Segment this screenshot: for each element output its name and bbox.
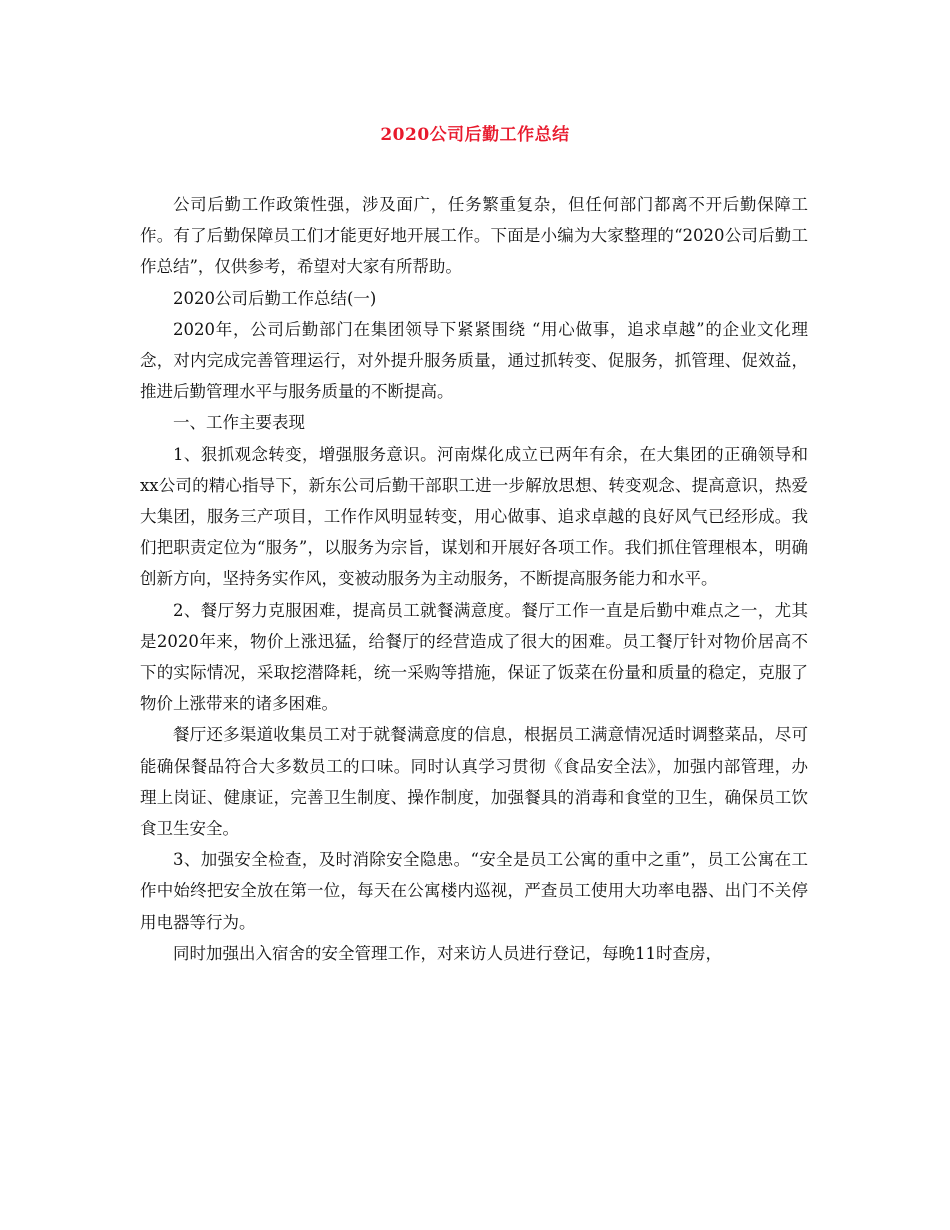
paragraph-item-2: 2、餐厅努力克服困难，提高员工就餐满意度。餐厅工作一直是后勤中难点之一，尤其是2020年来，物价上涨迅猛，给餐厅的经营造成了很大的困难。员工餐厅针对物价居高不下的实际情况，采取挖潜降耗，统一采购等措施，保证了饭菜在份量和质量的稳定，克服了物价上涨带来的诸多困难。: [140, 600, 808, 714]
document-body: [140, 189, 808, 969]
document-title: 2020公司后勤工作总结: [380, 125, 570, 145]
paragraph-canteen: 餐厅还多渠道收集员工对于就餐满意度的信息，根据员工满意情况适时调整菜品，尽可能确保餐品符合大多数员工的口味。同时认真学习贯彻《食品安全法》，加强内部管理，办理上岗证、健康证，完善卫生制度、操作制度，加强餐具的消毒和食堂的卫生，确保员工饮食卫生安全。: [140, 725, 808, 839]
paragraph-dormitory: 同时加强出入宿舍的安全管理工作，对来访人员进行登记，每晚11时查房，: [173, 943, 722, 963]
paragraph-overview: 2020年，公司后勤部门在集团领导下紧紧围绕 “用心做事，追求卓越”的企业文化理念，对内完成完善管理运行，对外提升服务质量，通过抓转变、促服务，抓管理、促效益，推进后勤管理水平与服务质量的不断提高。: [140, 319, 808, 402]
paragraph-intro: 公司后勤工作政策性强，涉及面广，任务繁重复杂，但任何部门都离不开后勤保障工作。有了后勤保障员工们才能更好地开展工作。下面是小编为大家整理的“2020公司后勤工作总结”，仅供参考，希望对大家有所帮助。: [140, 195, 808, 277]
subsection-heading: 一、工作主要表现: [173, 413, 305, 433]
section-heading: 2020公司后勤工作总结(一): [173, 288, 377, 308]
paragraph-item-1: 1、狠抓观念转变，增强服务意识。河南煤化成立已两年有余，在大集团的正确领导和xx公司的精心指导下，新东公司后勤干部职工进一步解放思想、转变观念、提高意识，热爱大集团，服务三产项目，工作作风明显转变，用心做事、追求卓越的良好风气已经形成。我们把职责定位为“服务”，以服务为宗旨，谋划和开展好各项工作。我们抓住管理根本，明确创新方向，坚持务实作风，变被动服务为主动服务，不断提高服务能力和水平。: [140, 444, 808, 589]
paragraph-item-3: 3、加强安全检查，及时消除安全隐患。“安全是员工公寓的重中之重”，员工公寓在工作中始终把安全放在第一位，每天在公寓楼内巡视，严查员工使用大功率电器、出门不关停用电器等行为。: [140, 850, 808, 932]
